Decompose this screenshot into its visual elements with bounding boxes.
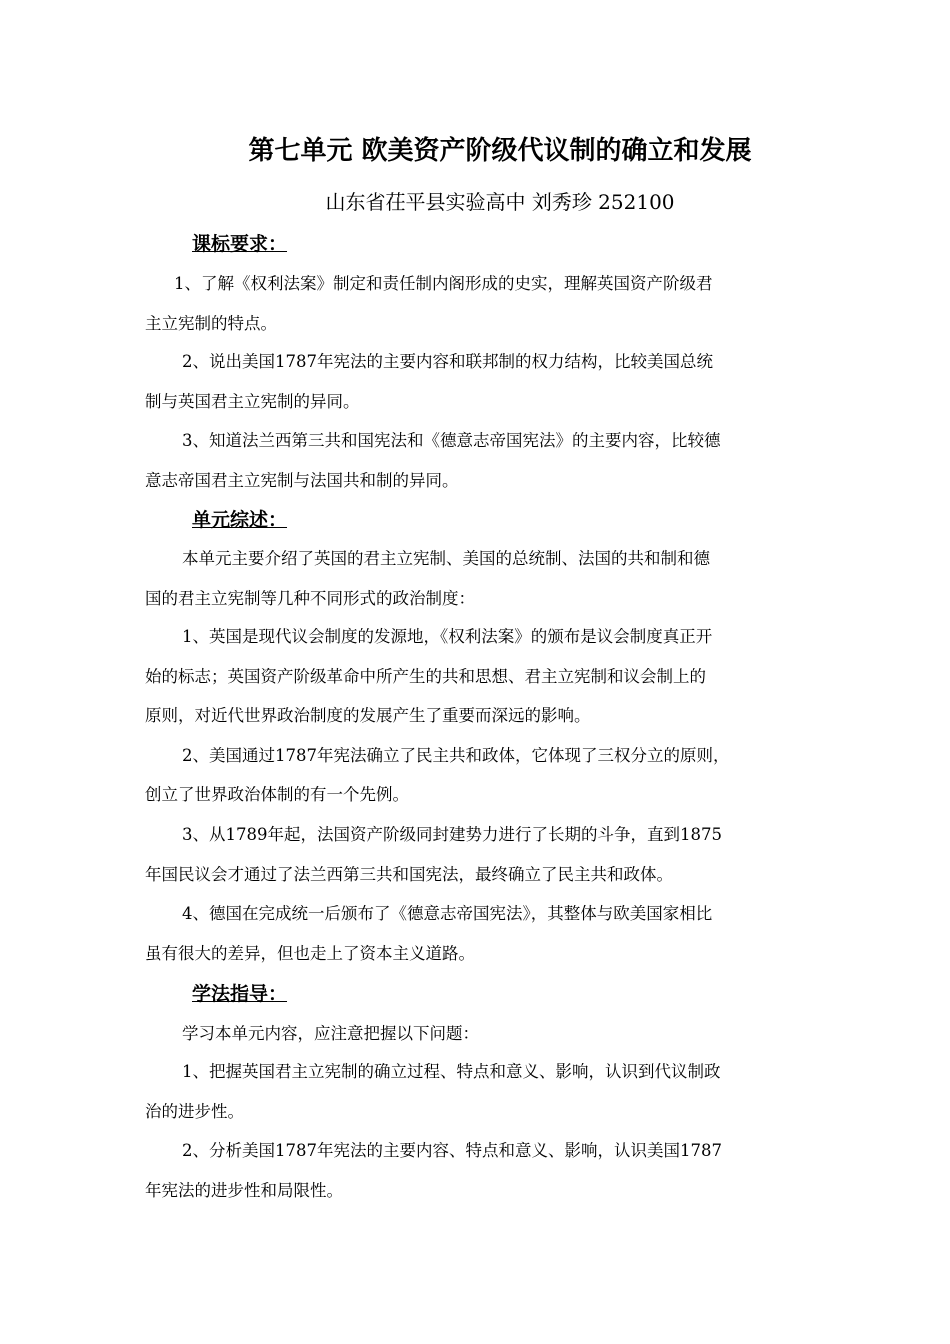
paragraph-line: 学习本单元内容，应注意把握以下问题： — [182, 1024, 479, 1043]
paragraph-line: 虽有很大的差异，但也走上了资本主义道路。 — [145, 944, 475, 963]
paragraph-line: 2、说出美国1787年宪法的主要内容和联邦制的权力结构，比较美国总统 — [182, 352, 713, 371]
section-heading-study-guide: 学法指导： — [192, 983, 288, 1005]
paragraph-line: 3、知道法兰西第三共和国宪法和《德意志帝国宪法》的主要内容，比较德 — [182, 431, 721, 450]
paragraph-line: 2、美国通过1787年宪法确立了民主共和政体，它体现了三权分立的原则， — [182, 746, 730, 765]
section-heading-curriculum: 课标要求： — [192, 233, 288, 255]
paragraph-line: 治的进步性。 — [145, 1102, 244, 1121]
paragraph-line: 本单元主要介绍了英国的君主立宪制、美国的总统制、法国的共和制和德 — [182, 549, 710, 568]
paragraph-line: 国的君主立宪制等几种不同形式的政治制度： — [145, 589, 475, 608]
paragraph-line: 1、把握英国君主立宪制的确立过程、特点和意义、影响，认识到代议制政 — [182, 1062, 721, 1081]
document-title: 第七单元 欧美资产阶级代议制的确立和发展 — [248, 136, 752, 166]
paragraph-line: 1、了解《权利法案》制定和责任制内阁形成的史实，理解英国资产阶级君 — [174, 274, 713, 293]
section-heading-overview: 单元综述： — [192, 509, 288, 531]
document-author: 山东省茌平县实验高中 刘秀珍 252100 — [325, 190, 675, 214]
paragraph-line: 1、英国是现代议会制度的发源地，《权利法案》的颁布是议会制度真正开 — [182, 627, 713, 646]
paragraph-line: 3、从1789年起，法国资产阶级同封建势力进行了长期的斗争，直到1875 — [182, 825, 722, 844]
paragraph-line: 年国民议会才通过了法兰西第三共和国宪法，最终确立了民主共和政体。 — [145, 865, 673, 884]
paragraph-line: 年宪法的进步性和局限性。 — [145, 1181, 343, 1200]
paragraph-line: 主立宪制的特点。 — [145, 314, 277, 333]
paragraph-line: 制与英国君主立宪制的异同。 — [145, 392, 360, 411]
paragraph-line: 意志帝国君主立宪制与法国共和制的异同。 — [145, 471, 459, 490]
paragraph-line: 创立了世界政治体制的有一个先例。 — [145, 785, 409, 804]
paragraph-line: 始的标志；英国资产阶级革命中所产生的共和思想、君主立宪制和议会制上的 — [145, 667, 706, 686]
paragraph-line: 4、德国在完成统一后颁布了《德意志帝国宪法》，其整体与欧美国家相比 — [182, 904, 713, 923]
paragraph-line: 2、分析美国1787年宪法的主要内容、特点和意义、影响，认识美国1787 — [182, 1141, 722, 1160]
paragraph-line: 原则，对近代世界政治制度的发展产生了重要而深远的影响。 — [145, 706, 591, 725]
